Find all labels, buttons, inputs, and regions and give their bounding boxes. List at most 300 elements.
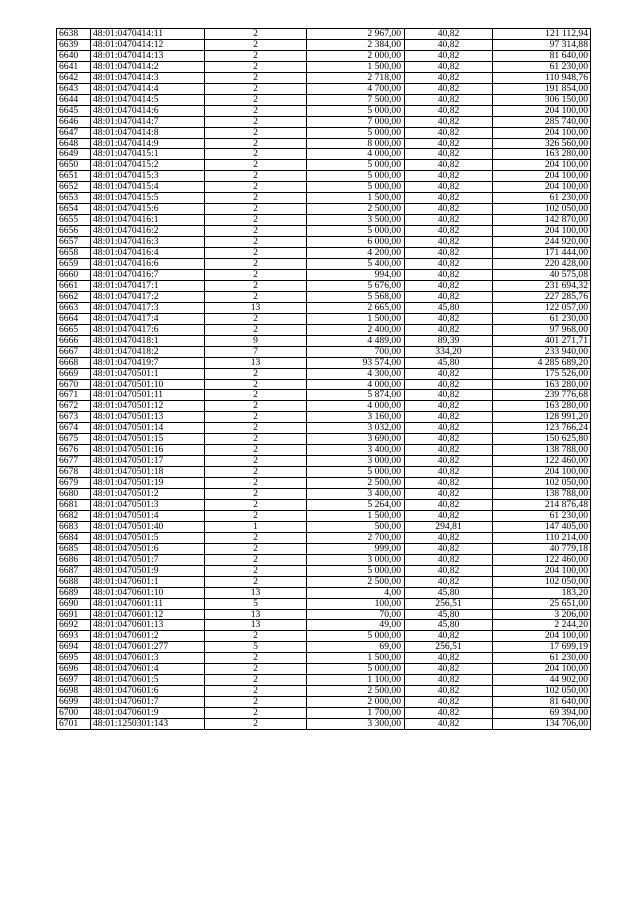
table-row — [57, 302, 591, 313]
row-number-cell: 6656 — [57, 226, 91, 237]
table-row — [57, 423, 591, 434]
rate-cell: 40,82 — [405, 61, 493, 72]
cadastral-number-cell: 48:01:0470415:3 — [91, 171, 205, 182]
row-number-cell: 6647 — [57, 127, 91, 138]
category-cell: 2 — [205, 324, 307, 335]
value-cell: 285 740,00 — [493, 116, 591, 127]
category-cell: 9 — [205, 335, 307, 346]
value-cell: 244 920,00 — [493, 237, 591, 248]
rate-cell: 40,82 — [405, 116, 493, 127]
area-cell: 4 000,00 — [307, 149, 405, 160]
value-cell: 138 788,00 — [493, 445, 591, 456]
row-number-cell: 6695 — [57, 653, 91, 664]
cadastral-number-cell: 48:01:0470601:7 — [91, 697, 205, 708]
cadastral-number-cell: 48:01:0470417:6 — [91, 324, 205, 335]
area-cell: 5 568,00 — [307, 291, 405, 302]
rate-cell: 40,82 — [405, 291, 493, 302]
cadastral-number-cell: 48:01:0470501:5 — [91, 532, 205, 543]
value-cell: 191 854,00 — [493, 83, 591, 94]
table-row — [57, 105, 591, 116]
table-row — [57, 434, 591, 445]
area-cell: 5 676,00 — [307, 280, 405, 291]
value-cell: 204 100,00 — [493, 467, 591, 478]
category-cell: 2 — [205, 543, 307, 554]
cadastral-number-cell: 48:01:0470414:3 — [91, 72, 205, 83]
row-number-cell: 6678 — [57, 467, 91, 478]
area-cell: 500,00 — [307, 521, 405, 532]
rate-cell: 40,82 — [405, 72, 493, 83]
row-number-cell: 6681 — [57, 499, 91, 510]
value-cell: 401 271,71 — [493, 335, 591, 346]
row-number-cell: 6657 — [57, 237, 91, 248]
cadastral-number-cell: 48:01:0470501:16 — [91, 445, 205, 456]
category-cell: 2 — [205, 39, 307, 50]
row-number-cell: 6694 — [57, 642, 91, 653]
rate-cell: 40,82 — [405, 269, 493, 280]
rate-cell: 40,82 — [405, 39, 493, 50]
value-cell: 4 285 689,20 — [493, 357, 591, 368]
table-row — [57, 478, 591, 489]
cadastral-number-cell: 48:01:0470601:277 — [91, 642, 205, 653]
table-row — [57, 543, 591, 554]
area-cell: 70,00 — [307, 609, 405, 620]
area-cell: 1 500,00 — [307, 313, 405, 324]
area-cell: 4 000,00 — [307, 401, 405, 412]
row-number-cell: 6700 — [57, 708, 91, 719]
area-cell: 2 384,00 — [307, 39, 405, 50]
rate-cell: 40,82 — [405, 248, 493, 259]
table-row — [57, 324, 591, 335]
row-number-cell: 6670 — [57, 379, 91, 390]
area-cell: 4 300,00 — [307, 368, 405, 379]
rate-cell: 40,82 — [405, 193, 493, 204]
category-cell: 2 — [205, 269, 307, 280]
value-cell: 204 100,00 — [493, 664, 591, 675]
value-cell: 61 230,00 — [493, 193, 591, 204]
table-row — [57, 50, 591, 61]
category-cell: 2 — [205, 72, 307, 83]
table-row — [57, 138, 591, 149]
table-row — [57, 664, 591, 675]
table-row — [57, 489, 591, 500]
cadastral-number-cell: 48:01:0470501:18 — [91, 467, 205, 478]
value-cell: 97 968,00 — [493, 324, 591, 335]
area-cell: 2 000,00 — [307, 50, 405, 61]
row-number-cell: 6685 — [57, 543, 91, 554]
category-cell: 2 — [205, 434, 307, 445]
value-cell: 102 050,00 — [493, 576, 591, 587]
row-number-cell: 6643 — [57, 83, 91, 94]
row-number-cell: 6649 — [57, 149, 91, 160]
rate-cell: 40,82 — [405, 445, 493, 456]
area-cell: 3 000,00 — [307, 456, 405, 467]
category-cell: 13 — [205, 302, 307, 313]
row-number-cell: 6686 — [57, 554, 91, 565]
rate-cell: 40,82 — [405, 532, 493, 543]
area-cell: 4 200,00 — [307, 248, 405, 259]
table-row — [57, 554, 591, 565]
value-cell: 81 640,00 — [493, 697, 591, 708]
category-cell: 2 — [205, 149, 307, 160]
rate-cell: 256,51 — [405, 642, 493, 653]
area-cell: 3 000,00 — [307, 554, 405, 565]
area-cell: 49,00 — [307, 620, 405, 631]
row-number-cell: 6684 — [57, 532, 91, 543]
category-cell: 2 — [205, 412, 307, 423]
value-cell: 121 112,94 — [493, 29, 591, 40]
cadastral-number-cell: 48:01:0470501:1 — [91, 368, 205, 379]
table-row — [57, 587, 591, 598]
value-cell: 239 776,68 — [493, 390, 591, 401]
area-cell: 1 500,00 — [307, 510, 405, 521]
table-row — [57, 116, 591, 127]
row-number-cell: 6667 — [57, 346, 91, 357]
row-number-cell: 6683 — [57, 521, 91, 532]
table-body — [57, 29, 591, 730]
area-cell: 5 000,00 — [307, 105, 405, 116]
cadastral-number-cell: 48:01:0470417:4 — [91, 313, 205, 324]
row-number-cell: 6692 — [57, 620, 91, 631]
rate-cell: 40,82 — [405, 631, 493, 642]
value-cell: 44 902,00 — [493, 675, 591, 686]
category-cell: 5 — [205, 598, 307, 609]
value-cell: 97 314,88 — [493, 39, 591, 50]
cadastral-number-cell: 48:01:0470417:2 — [91, 291, 205, 302]
value-cell: 326 560,00 — [493, 138, 591, 149]
cadastral-number-cell: 48:01:0470415:1 — [91, 149, 205, 160]
rate-cell: 40,82 — [405, 237, 493, 248]
cadastral-number-cell: 48:01:0470601:12 — [91, 609, 205, 620]
category-cell: 2 — [205, 653, 307, 664]
table-row — [57, 521, 591, 532]
cadastral-number-cell: 48:01:0470416:2 — [91, 226, 205, 237]
table-row — [57, 280, 591, 291]
cadastral-number-cell: 48:01:0470501:9 — [91, 565, 205, 576]
value-cell: 122 460,00 — [493, 554, 591, 565]
value-cell: 163 280,00 — [493, 379, 591, 390]
table-row — [57, 390, 591, 401]
row-number-cell: 6687 — [57, 565, 91, 576]
area-cell: 999,00 — [307, 543, 405, 554]
rate-cell: 40,82 — [405, 324, 493, 335]
rate-cell: 40,82 — [405, 127, 493, 138]
area-cell: 5 874,00 — [307, 390, 405, 401]
value-cell: 220 428,00 — [493, 259, 591, 270]
value-cell: 40 575,08 — [493, 269, 591, 280]
cadastral-number-cell: 48:01:0470414:6 — [91, 105, 205, 116]
rate-cell: 40,82 — [405, 467, 493, 478]
table-row — [57, 193, 591, 204]
area-cell: 5 000,00 — [307, 171, 405, 182]
rate-cell: 40,82 — [405, 675, 493, 686]
category-cell: 2 — [205, 456, 307, 467]
value-cell: 61 230,00 — [493, 653, 591, 664]
rate-cell: 256,51 — [405, 598, 493, 609]
table-row — [57, 346, 591, 357]
table-row — [57, 72, 591, 83]
rate-cell: 40,82 — [405, 708, 493, 719]
row-number-cell: 6663 — [57, 302, 91, 313]
value-cell: 81 640,00 — [493, 50, 591, 61]
cadastral-number-cell: 48:01:0470418:2 — [91, 346, 205, 357]
rate-cell: 40,82 — [405, 412, 493, 423]
cadastral-number-cell: 48:01:0470417:3 — [91, 302, 205, 313]
row-number-cell: 6666 — [57, 335, 91, 346]
value-cell: 163 280,00 — [493, 401, 591, 412]
row-number-cell: 6653 — [57, 193, 91, 204]
value-cell: 204 100,00 — [493, 565, 591, 576]
category-cell: 2 — [205, 138, 307, 149]
table-row — [57, 335, 591, 346]
cadastral-number-cell: 48:01:0470501:19 — [91, 478, 205, 489]
rate-cell: 40,82 — [405, 390, 493, 401]
area-cell: 93 574,00 — [307, 357, 405, 368]
table-row — [57, 149, 591, 160]
value-cell: 150 625,80 — [493, 434, 591, 445]
cadastral-number-cell: 48:01:0470415:4 — [91, 182, 205, 193]
row-number-cell: 6658 — [57, 248, 91, 259]
category-cell: 2 — [205, 94, 307, 105]
value-cell: 214 876,48 — [493, 499, 591, 510]
category-cell: 2 — [205, 390, 307, 401]
category-cell: 2 — [205, 664, 307, 675]
value-cell: 25 651,00 — [493, 598, 591, 609]
row-number-cell: 6638 — [57, 29, 91, 40]
area-cell: 3 500,00 — [307, 215, 405, 226]
value-cell: 142 870,00 — [493, 215, 591, 226]
category-cell: 2 — [205, 226, 307, 237]
category-cell: 5 — [205, 642, 307, 653]
table-row — [57, 565, 591, 576]
cadastral-number-cell: 48:01:0470417:1 — [91, 280, 205, 291]
value-cell: 204 100,00 — [493, 105, 591, 116]
rate-cell: 40,82 — [405, 149, 493, 160]
row-number-cell: 6660 — [57, 269, 91, 280]
category-cell: 2 — [205, 401, 307, 412]
area-cell: 8 000,00 — [307, 138, 405, 149]
category-cell: 2 — [205, 368, 307, 379]
area-cell: 700,00 — [307, 346, 405, 357]
category-cell: 2 — [205, 423, 307, 434]
category-cell: 2 — [205, 160, 307, 171]
value-cell: 163 280,00 — [493, 149, 591, 160]
value-cell: 102 050,00 — [493, 686, 591, 697]
cadastral-number-cell: 48:01:0470416:6 — [91, 259, 205, 270]
cadastral-number-cell: 48:01:0470601:9 — [91, 708, 205, 719]
cadastral-number-cell: 48:01:0470501:12 — [91, 401, 205, 412]
row-number-cell: 6655 — [57, 215, 91, 226]
category-cell: 2 — [205, 499, 307, 510]
category-cell: 2 — [205, 379, 307, 390]
cadastral-number-cell: 48:01:0470501:7 — [91, 554, 205, 565]
area-cell: 6 000,00 — [307, 237, 405, 248]
category-cell: 13 — [205, 609, 307, 620]
rate-cell: 40,82 — [405, 401, 493, 412]
category-cell: 2 — [205, 554, 307, 565]
area-cell: 2 718,00 — [307, 72, 405, 83]
table-row — [57, 499, 591, 510]
category-cell: 2 — [205, 576, 307, 587]
area-cell: 2 500,00 — [307, 204, 405, 215]
category-cell: 13 — [205, 620, 307, 631]
value-cell: 3 206,00 — [493, 609, 591, 620]
rate-cell: 40,82 — [405, 697, 493, 708]
value-cell: 204 100,00 — [493, 182, 591, 193]
value-cell: 110 948,76 — [493, 72, 591, 83]
table-row — [57, 675, 591, 686]
rate-cell: 40,82 — [405, 226, 493, 237]
area-cell: 7 000,00 — [307, 116, 405, 127]
rate-cell: 45,80 — [405, 357, 493, 368]
table-row — [57, 368, 591, 379]
value-cell: 61 230,00 — [493, 510, 591, 521]
area-cell: 994,00 — [307, 269, 405, 280]
row-number-cell: 6693 — [57, 631, 91, 642]
rate-cell: 40,82 — [405, 423, 493, 434]
area-cell: 5 400,00 — [307, 259, 405, 270]
rate-cell: 40,82 — [405, 29, 493, 40]
table-row — [57, 642, 591, 653]
value-cell: 171 444,00 — [493, 248, 591, 259]
row-number-cell: 6639 — [57, 39, 91, 50]
row-number-cell: 6668 — [57, 357, 91, 368]
value-cell: 147 405,00 — [493, 521, 591, 532]
area-cell: 4 489,00 — [307, 335, 405, 346]
area-cell: 5 000,00 — [307, 565, 405, 576]
area-cell: 3 032,00 — [307, 423, 405, 434]
rate-cell: 40,82 — [405, 368, 493, 379]
cadastral-number-cell: 48:01:0470416:4 — [91, 248, 205, 259]
row-number-cell: 6689 — [57, 587, 91, 598]
area-cell: 5 000,00 — [307, 182, 405, 193]
category-cell: 2 — [205, 29, 307, 40]
table-row — [57, 61, 591, 72]
category-cell: 2 — [205, 83, 307, 94]
value-cell: 204 100,00 — [493, 127, 591, 138]
category-cell: 2 — [205, 61, 307, 72]
cadastral-number-cell: 48:01:0470414:8 — [91, 127, 205, 138]
category-cell: 2 — [205, 105, 307, 116]
category-cell: 2 — [205, 719, 307, 730]
cadastral-number-cell: 48:01:0470414:12 — [91, 39, 205, 50]
category-cell: 2 — [205, 50, 307, 61]
cadastral-number-cell: 48:01:0470601:2 — [91, 631, 205, 642]
rate-cell: 45,80 — [405, 609, 493, 620]
category-cell: 2 — [205, 171, 307, 182]
category-cell: 7 — [205, 346, 307, 357]
row-number-cell: 6640 — [57, 50, 91, 61]
category-cell: 2 — [205, 697, 307, 708]
table-row — [57, 204, 591, 215]
cadastral-number-cell: 48:01:0470601:1 — [91, 576, 205, 587]
cadastral-number-cell: 48:01:0470501:15 — [91, 434, 205, 445]
row-number-cell: 6661 — [57, 280, 91, 291]
category-cell: 2 — [205, 291, 307, 302]
cadastral-number-cell: 48:01:0470419:7 — [91, 357, 205, 368]
cadastral-number-cell: 48:01:0470415:5 — [91, 193, 205, 204]
area-cell: 3 400,00 — [307, 445, 405, 456]
cadastral-number-cell: 48:01:0470416:7 — [91, 269, 205, 280]
category-cell: 2 — [205, 467, 307, 478]
rate-cell: 45,80 — [405, 587, 493, 598]
row-number-cell: 6675 — [57, 434, 91, 445]
category-cell: 2 — [205, 510, 307, 521]
cadastral-number-cell: 48:01:0470414:11 — [91, 29, 205, 40]
area-cell: 2 967,00 — [307, 29, 405, 40]
cadastral-number-cell: 48:01:0470416:1 — [91, 215, 205, 226]
category-cell: 2 — [205, 313, 307, 324]
value-cell: 183,20 — [493, 587, 591, 598]
cadastral-number-cell: 48:01:0470501:11 — [91, 390, 205, 401]
cadastral-number-cell: 48:01:0470501:14 — [91, 423, 205, 434]
table-row — [57, 269, 591, 280]
rate-cell: 40,82 — [405, 576, 493, 587]
rate-cell: 40,82 — [405, 456, 493, 467]
row-number-cell: 6646 — [57, 116, 91, 127]
category-cell: 13 — [205, 587, 307, 598]
area-cell: 3 160,00 — [307, 412, 405, 423]
value-cell: 204 100,00 — [493, 171, 591, 182]
area-cell: 2 500,00 — [307, 478, 405, 489]
table-row — [57, 719, 591, 730]
category-cell: 2 — [205, 237, 307, 248]
area-cell: 5 000,00 — [307, 160, 405, 171]
table-row — [57, 631, 591, 642]
table-row — [57, 401, 591, 412]
category-cell: 2 — [205, 259, 307, 270]
rate-cell: 45,80 — [405, 302, 493, 313]
area-cell: 3 400,00 — [307, 489, 405, 500]
value-cell: 204 100,00 — [493, 631, 591, 642]
area-cell: 2 400,00 — [307, 324, 405, 335]
category-cell: 2 — [205, 248, 307, 259]
rate-cell: 40,82 — [405, 94, 493, 105]
value-cell: 231 694,32 — [493, 280, 591, 291]
value-cell: 102 050,00 — [493, 204, 591, 215]
row-number-cell: 6680 — [57, 489, 91, 500]
category-cell: 2 — [205, 182, 307, 193]
rate-cell: 40,82 — [405, 554, 493, 565]
row-number-cell: 6673 — [57, 412, 91, 423]
cadastral-number-cell: 48:01:0470601:13 — [91, 620, 205, 631]
area-cell: 3 300,00 — [307, 719, 405, 730]
category-cell: 2 — [205, 675, 307, 686]
rate-cell: 40,82 — [405, 182, 493, 193]
table-row — [57, 127, 591, 138]
row-number-cell: 6659 — [57, 259, 91, 270]
category-cell: 2 — [205, 489, 307, 500]
table-row — [57, 171, 591, 182]
table-row — [57, 248, 591, 259]
area-cell: 1 500,00 — [307, 61, 405, 72]
category-cell: 2 — [205, 686, 307, 697]
rate-cell: 40,82 — [405, 489, 493, 500]
cadastral-number-cell: 48:01:0470414:13 — [91, 50, 205, 61]
value-cell: 110 214,00 — [493, 532, 591, 543]
area-cell: 5 000,00 — [307, 467, 405, 478]
value-cell: 233 940,00 — [493, 346, 591, 357]
value-cell: 128 991,20 — [493, 412, 591, 423]
row-number-cell: 6671 — [57, 390, 91, 401]
cadastral-number-cell: 48:01:0470601:6 — [91, 686, 205, 697]
table-row — [57, 215, 591, 226]
table-row — [57, 160, 591, 171]
cadastral-number-cell: 48:01:0470601:11 — [91, 598, 205, 609]
row-number-cell: 6669 — [57, 368, 91, 379]
rate-cell: 40,82 — [405, 543, 493, 554]
row-number-cell: 6697 — [57, 675, 91, 686]
area-cell: 3 690,00 — [307, 434, 405, 445]
